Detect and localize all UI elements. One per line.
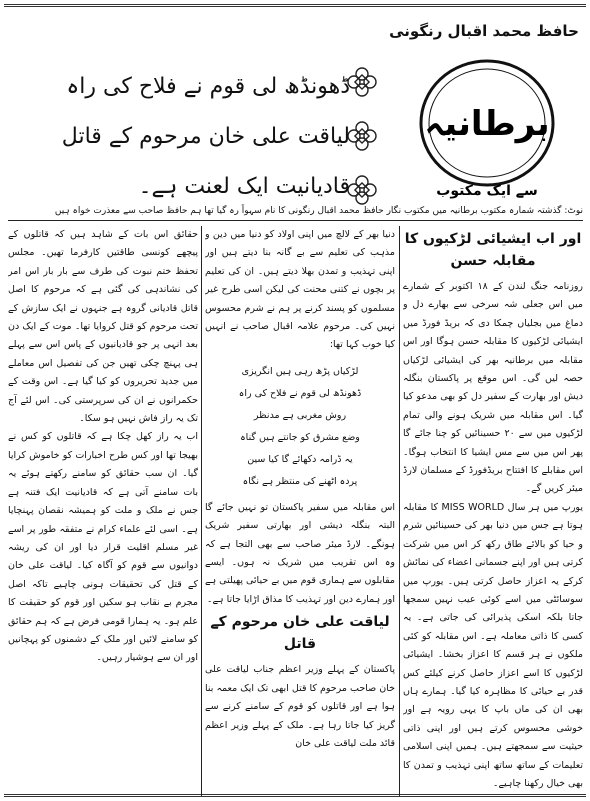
verse-line: لیاقت علی خان مرحوم کے قاتل <box>61 124 350 149</box>
author-name: حافظ محمد اقبال رنگونی <box>389 22 579 40</box>
article-paragraph: پاکستان کے پہلے وزیر اعظم جناب لیاقت علی خان صاحب مرحوم کا قتل ابھی تک ایک معمہ بنا ہوا ہے اور قاتلوں کو قوم کے سامنے کرنے سے گریز کیا جاتا رہا ہے۔ ملک کے پہلے وزیر اعظم قائد ملت لیاقت علی خان <box>205 664 395 749</box>
poem-line: روش مغربی ہے مدنظر <box>253 409 347 421</box>
britain-seal-emblem <box>412 55 562 200</box>
poem-line: ڈھونڈھ لی قوم نے فلاح کی راہ <box>238 387 362 399</box>
editor-note: نوٹ: گذشتہ شمارہ مکتوب برطانیہ میں مکتوب نگار حافظ محمد اقبال رنگونی کا نام سہواً رہ گیا تھا ہم حافظ صاحب سے معذرت خواہ ہیں <box>54 206 583 216</box>
seal-main-text: برطانیہ <box>424 104 550 144</box>
note-rule <box>8 220 583 221</box>
seal-sub-text: سے ایک مکتوب <box>436 183 538 199</box>
poem-line: وضع مشرق کو جانتے ہیں گناہ <box>240 431 360 443</box>
poem-line: یہ ڈرامہ دکھائے گا کیا سین <box>247 453 353 465</box>
poem-block <box>205 361 395 493</box>
article-paragraph: روزنامہ جنگ لندن کے ۱۸ اکتوبر کے شمارے میں اس جعلی شہ سرخی سے بھارے دل و دماغ میں بجلیاں چمکا دی کہ بریڈ فورڈ میں ایشیائی لڑکیوں کا مقابلہ حسن ہوگا اور اس مقابلہ میں برطانیہ بھر کی ایشیائی لڑکیاں حصہ لیں گی۔ اس موقع پر پاکستان بنگلہ دیش اور بھارت کے سفیر دل کو بھی مدعو کیا گیا۔ اس مقابلہ میں شریک ہونے والی تمام لڑکیوں میں سے ۲۰ حسینائیں کو چنا جائے گا پھر اس میں سے مس ایشیا کا انتخاب ہوگا۔ اس مقابلے کا افتتاح بریڈفورڈ کے مسلمان لارڈ میئر کریں گے۔ <box>403 281 583 495</box>
verse-line: ڈھونڈھ لی قوم نے فلاح کی راہ <box>66 74 350 99</box>
verse-block <box>50 64 350 214</box>
verse-line: قادیانیت ایک لعنت ہے۔ <box>138 174 350 199</box>
article-column-right <box>403 226 583 796</box>
article-paragraph: حقائق اس بات کے شاہد ہیں کہ قاتلوں کے پیچھے کونسی طاقتیں کارفرما تھیں۔ مجلس تحفظ ختم نبوت کی طرف سے بار بار اس امر کی نشاندہی کی گئی ہے کہ مرحوم کا اصل قاتل قادیانی گروہ ہے جنہوں نے ایک سازش کے تحت مرحوم کو قتل کروایا تھا۔ موت کے ایک دن بعد انہی پر جو قادیانیوں کے پاس اس سے پہلے ہی پہنچ چکی تھیں جن کی تفصیل اس معاملے میں جدید تحریروں کو کیا گیا ہے۔ اس وقت کے حکمرانوں نے ان کی سرپرستی کی۔ اس لئے آج تک یہ راز فاش نہیں ہو سکا۔ <box>8 229 198 425</box>
column-divider <box>399 226 400 796</box>
article-paragraph: دنیا بھر کے لالچ میں اپنی اولاد کو دنیا میں دین و مذہب کی تعلیم سے بے گانہ بنا دیتے ہیں اور اپنی تہذیب و تمدن بھلا دیتے ہیں۔ ان کی تعلیم پر بچوں نے کتنی محنت کی لیکن اسی طرح غیر مسلموں کو پسند کرنے پر ہم نے شرم محسوس نہیں کی۔ مرحوم علامہ اقبال صاحب نے انہیں کیا خوب کہا تھا: <box>205 229 395 351</box>
ornament-knot-icon <box>346 66 378 98</box>
article-column-middle <box>205 226 395 786</box>
article-heading: لیاقت علی خان مرحوم کے قاتل <box>210 614 390 653</box>
ornament-knot-icon <box>346 120 378 152</box>
column-divider <box>201 226 202 796</box>
article-paragraph: اس مقابلہ میں سفیر پاکستان تو نہیں جائے گا البتہ بنگلہ دیشی اور بھارتی سفیر شریک ہونگے۔ لارڈ میئر صاحب سے بھی التجا ہے کہ وہ اس تقریب میں شریک نہ ہوں۔ ایسے مقابلوں سے ہماری قوم میں بے حیائی پھیلتی ہے اور ہمارے دین اور تہذیب کا مذاق اڑایا جاتا ہے۔ <box>205 501 395 605</box>
article-paragraph: یورپ میں ہر سال MISS WORLD کا مقابلہ ہوتا ہے جس میں دنیا بھر کی حسینائیں شرم و حیا کو بالائے طاق رکھ کر اس میں شرکت کرتی ہیں اور اپنے جسمانی اعضاء کی نمائش کرکے یہ اعزاز حاصل کرتی ہیں۔ یورپ میں سوسائٹی میں اسے کوئی عیب نہیں سمجھا جاتا بلکہ اسکی پذیرائی کی جاتی ہے۔ یہ کسی کا ذاتی معاملہ ہے۔ اس مقابلہ کو کئی ملکوں نے ہر قسم کا اعزاز بخشا۔ ایشیائی لڑکیوں کا اسے اعزاز حاصل کرنے کیلئے کس قدر بے حیائی کا مظاہرہ کیا گیا۔ ہمارے ہاں بھی ان کی ماں باپ کا یہی رویہ ہے اور خوشی محسوس کرتے ہیں اور اپنی ذاتی حیثیت سے سمجھتے ہیں۔ ہمیں اپنی اسلامی تعلیمات کے ساتھ ساتھ اپنی تہذیب و تمدن کا بھی خیال رکھنا چاہیے۔ <box>403 501 583 789</box>
article-paragraph: اب یہ راز کھل چکا ہے کہ قاتلوں کو کس نے بھیجا تھا اور کس طرح اخبارات کو خاموش کرایا گیا۔ ان سب حقائق کو سامنے رکھتے ہوئے یہ بات سامنے آتی ہے کہ قادیانیت ایک فتنہ ہے جس نے ملک و ملت کو ہمیشہ نقصان پہنچایا ہے۔ اسی لئے علماء کرام نے متفقہ طور پر اسے غیر مسلم اقلیت قرار دیا اور ان کی ریشہ دوانیوں سے قوم کو آگاہ کیا۔ لیاقت علی خان کے قتل کی تحقیقات ہونی چاہیے تاکہ اصل مجرم بے نقاب ہو سکیں اور قوم کو حقیقت کا علم ہو۔ یہ ہمارا قومی فرض ہے کہ ہم حقائق کو سامنے لائیں اور ملک کے دشمنوں کو پہچانیں اور ان سے ہوشیار رہیں۔ <box>8 431 198 664</box>
poem-line: لڑکیاں پڑھ رہی ہیں انگریزی <box>241 365 359 377</box>
ornament-knot-icon <box>346 174 378 206</box>
poem-line: پردہ اٹھنے کی منتظر ہے نگاہ <box>242 475 358 487</box>
article-heading: اور اب ایشیائی لڑکیوں کا مقابلہ حسن <box>404 231 582 269</box>
article-column-left <box>8 226 198 791</box>
